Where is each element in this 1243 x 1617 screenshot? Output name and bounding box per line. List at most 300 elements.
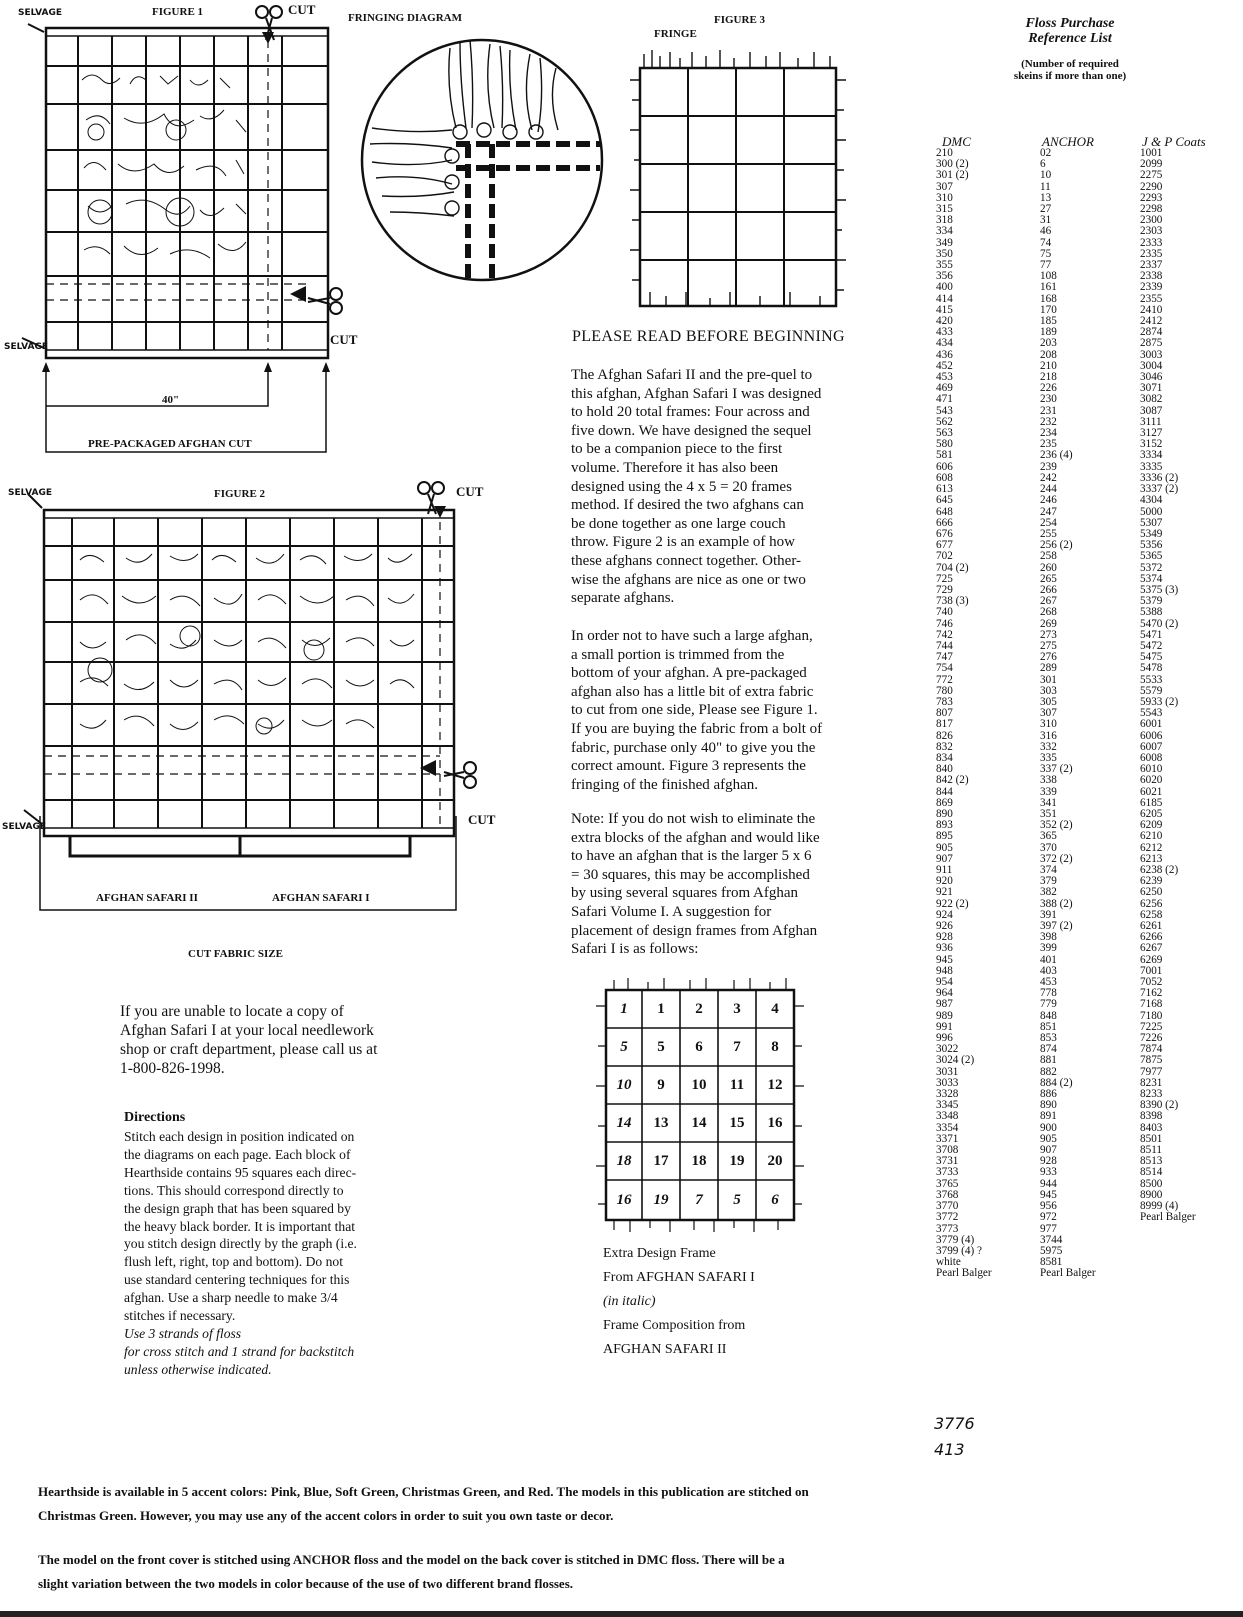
jp-coats-entry: 8403 [1140, 1121, 1163, 1134]
anchor-entry: Pearl Balger [1040, 1267, 1096, 1280]
figure-2-label-right: AFGHAN SAFARI I [272, 892, 370, 904]
jp-coats-entry: 6210 [1140, 830, 1163, 843]
floss-title-block [990, 16, 1150, 46]
jp-coats-entry: 3082 [1140, 393, 1163, 406]
frame-cell: 10 [616, 1076, 632, 1093]
dmc-entry: 3348 [936, 1110, 959, 1123]
jp-coats-entry: 6001 [1140, 718, 1163, 731]
dmc-entry: 666 [936, 516, 953, 529]
dmc-entry: 420 [936, 315, 953, 328]
jp-coats-entry: 2874 [1140, 326, 1163, 339]
note-line: extra blocks of the afghan and would like [571, 829, 820, 846]
jp-coats-entry: 8390 (2) [1140, 1099, 1179, 1112]
anchor-entry: 335 [1040, 751, 1057, 764]
jp-coats-entry: 6020 [1140, 774, 1163, 787]
anchor-entry: 27 [1040, 203, 1052, 216]
cover-floss-note-line-2: slight variation between the two models in color because of the use of two different brand flosses. [38, 1576, 574, 1591]
dmc-entry: 3328 [936, 1088, 959, 1101]
directions-heading: Directions [124, 1110, 186, 1125]
jp-coats-entry: 5000 [1140, 505, 1163, 518]
note-line: by using several squares from Afghan [571, 885, 799, 902]
dmc-entry: 307 [936, 180, 953, 193]
floss-subtitle [980, 58, 1160, 82]
anchor-entry: 235 [1040, 438, 1057, 451]
anchor-entry: 289 [1040, 662, 1057, 675]
dmc-entry: 3799 (4) ? [936, 1244, 982, 1257]
anchor-entry: 161 [1040, 281, 1057, 294]
dmc-entry: 414 [936, 292, 953, 305]
locate-lines [120, 1002, 420, 1078]
intro-line: The Afghan Safari II and the pre-quel to [571, 367, 813, 383]
dmc-entry: 318 [936, 214, 953, 227]
dmc-entry: 742 [936, 628, 953, 641]
intro-line: volume. Therefore it has also been [571, 459, 779, 476]
anchor-entry: 977 [1040, 1222, 1057, 1235]
jp-coats-entry: 5388 [1140, 606, 1163, 619]
jp-coats-entry: 8501 [1140, 1132, 1163, 1145]
dmc-entry: 842 (2) [936, 774, 969, 787]
anchor-entry: 403 [1040, 964, 1057, 977]
anchor-entry: 226 [1040, 382, 1057, 395]
dmc-entry: 350 [936, 247, 953, 260]
dmc-entry: 300 (2) [936, 158, 969, 171]
directions-line: the design graph that has been squared by [124, 1200, 351, 1216]
jp-coats-entry: 7977 [1140, 1065, 1163, 1078]
note-paragraph [571, 810, 867, 959]
frame-placement-diagram [594, 976, 814, 1236]
jp-coats-entry: 8511 [1140, 1144, 1162, 1157]
figure-2-caption: CUT FABRIC SIZE [188, 948, 283, 960]
directions-line: tions. This should correspond directly to [124, 1182, 344, 1198]
jp-coats-entry: 3046 [1140, 371, 1163, 384]
anchor-entry: 332 [1040, 740, 1057, 753]
jp-coats-entry: 5374 [1140, 572, 1163, 585]
jp-coats-entry: 2338 [1140, 270, 1163, 283]
figure-1-cut-side-label: CUT [330, 332, 358, 347]
dmc-entry: 920 [936, 875, 953, 888]
jp-coats-entry: 2412 [1140, 315, 1163, 328]
jp-coats-entry: 6269 [1140, 953, 1163, 966]
anchor-entry: 246 [1040, 494, 1057, 507]
dmc-entry: 3772 [936, 1211, 959, 1224]
jp-coats-entry: 3336 (2) [1140, 471, 1179, 484]
jp-coats-entry: 6008 [1140, 751, 1163, 764]
intro-line: wise the afghans are nice as one or two [571, 571, 806, 588]
dmc-entry: 747 [936, 651, 953, 664]
dmc-entry: 783 [936, 695, 953, 708]
anchor-entry: 900 [1040, 1121, 1057, 1134]
anchor-entry: 881 [1040, 1054, 1057, 1067]
anchor-entry: 247 [1040, 505, 1057, 518]
anchor-entry: 848 [1040, 1009, 1057, 1022]
anchor-entry: 239 [1040, 460, 1057, 473]
dmc-entry: 754 [936, 662, 953, 675]
bottom-notes [38, 1480, 1218, 1596]
dmc-entry: 996 [936, 1032, 953, 1045]
jp-coats-column [1140, 148, 1196, 1224]
floss-title-line-1: Floss Purchase [1025, 16, 1115, 31]
anchor-entry: 307 [1040, 707, 1057, 720]
intro-line: to hold 20 total frames: Four across and [571, 404, 810, 421]
anchor-entry: 933 [1040, 1166, 1057, 1179]
dmc-entry: Pearl Balger [936, 1267, 992, 1280]
anchor-entry: 10 [1040, 169, 1052, 182]
dmc-entry: 911 [936, 864, 953, 876]
dmc-entry: 210 [936, 147, 953, 159]
frame-cell: 19 [729, 1152, 745, 1169]
anchor-header: ANCHOR [1042, 134, 1094, 149]
anchor-entry: 75 [1040, 247, 1052, 260]
dmc-entry: 744 [936, 639, 953, 652]
anchor-entry: 391 [1040, 908, 1057, 921]
dmc-entry: 928 [936, 931, 953, 944]
dmc-entry: 729 [936, 583, 953, 596]
dmc-entry: 301 (2) [936, 169, 969, 182]
figure-1-dimension: 40" [162, 394, 180, 406]
note-line: Safari Volume I. A suggestion for [571, 903, 772, 920]
floss-title [990, 16, 1150, 46]
anchor-entry: 874 [1040, 1043, 1057, 1056]
jp-coats-entry: 6021 [1140, 785, 1163, 798]
jp-coats-entry: 7874 [1140, 1043, 1163, 1056]
dmc-entry: 895 [936, 830, 953, 843]
legend-line-3: (in italic) [603, 1294, 656, 1309]
dmc-entry: 433 [936, 326, 953, 339]
jp-coats-entry: 5471 [1140, 628, 1163, 641]
intro-line: be done together as one large couch [571, 515, 786, 532]
dmc-entry: 905 [936, 841, 953, 854]
jp-coats-entry: 8231 [1140, 1076, 1163, 1089]
anchor-entry: 255 [1040, 527, 1057, 540]
note-line: to have an afghan that is the larger 5 x 6 [571, 848, 812, 865]
note-line: = 30 squares, this may be accomplished [571, 866, 810, 883]
dmc-entry: 613 [936, 483, 953, 496]
figure-2-selvage-top: SELVAGE [8, 488, 52, 498]
dmc-entry: 400 [936, 281, 953, 294]
dmc-entry: 702 [936, 550, 953, 563]
anchor-entry: 301 [1040, 673, 1057, 686]
floss-subtitle-block [980, 58, 1160, 82]
note-lines [571, 810, 867, 959]
jp-coats-entry: 8513 [1140, 1155, 1163, 1168]
anchor-entry: 273 [1040, 628, 1057, 641]
jp-coats-entry: 5365 [1140, 550, 1163, 563]
frame-cell: 3 [733, 1000, 741, 1017]
anchor-entry: 170 [1040, 303, 1057, 316]
dmc-entry: 3765 [936, 1177, 959, 1190]
anchor-entry: 8581 [1040, 1256, 1063, 1269]
dmc-entry: 648 [936, 505, 953, 518]
frame-cell: 2 [695, 1000, 703, 1017]
jp-coats-entry: 6213 [1140, 852, 1163, 865]
floss-subtitle-line-1: (Number of required [1021, 58, 1119, 70]
dmc-entry: 334 [936, 225, 953, 238]
anchor-entry: 303 [1040, 684, 1057, 697]
jp-coats-entry: 2335 [1140, 247, 1163, 260]
dmc-entry: 964 [936, 987, 953, 1000]
frame-cell: 16 [767, 1114, 783, 1131]
intro-line: five down. We have designed the sequel [571, 422, 812, 439]
dmc-entry: 315 [936, 203, 953, 216]
intro-line: throw. Figure 2 is an example of how [571, 534, 795, 551]
jp-coats-entry: 2410 [1140, 303, 1163, 316]
jp-coats-entry: 5379 [1140, 595, 1163, 608]
figure-1-selvage-top: SELVAGE [18, 8, 62, 18]
frame-cell: 20 [767, 1152, 783, 1169]
directions-line: stitches if necessary. [124, 1308, 236, 1324]
dmc-entry: 832 [936, 740, 953, 753]
locate-paragraph [120, 1002, 420, 1078]
frame-cell: 1 [620, 1000, 628, 1017]
anchor-entry: 02 [1040, 147, 1052, 159]
dmc-entry: 606 [936, 460, 953, 473]
anchor-entry: 397 (2) [1040, 920, 1073, 933]
frame-cell: 18 [691, 1152, 707, 1169]
directions-lines [124, 1128, 420, 1379]
anchor-entry: 236 (4) [1040, 449, 1073, 462]
frame-cell: 8 [771, 1038, 779, 1055]
anchor-entry: 310 [1040, 718, 1057, 731]
jp-coats-entry: 3087 [1140, 404, 1163, 417]
anchor-entry: 265 [1040, 572, 1057, 585]
jp-coats-entry: 8999 (4) [1140, 1200, 1179, 1213]
trim-line: bottom of your afghan. A pre-packaged [571, 665, 807, 682]
dmc-entry: 890 [936, 807, 953, 820]
jp-coats-entry: 6256 [1140, 897, 1163, 910]
jp-coats-entry: 2355 [1140, 292, 1163, 305]
dmc-entry: 3779 (4) [936, 1233, 975, 1246]
anchor-entry: 189 [1040, 326, 1057, 339]
jp-coats-entry: 6185 [1140, 796, 1163, 809]
dmc-entry: 926 [936, 920, 953, 933]
jp-coats-entry: 6007 [1140, 740, 1163, 753]
frame-cell: 7 [733, 1038, 741, 1055]
trim-line: to cut from one side, Please see Figure 1. [571, 702, 818, 719]
dmc-entry: 677 [936, 539, 953, 552]
frame-cell: 5 [733, 1191, 741, 1208]
legend-line-1: Extra Design Frame [603, 1246, 716, 1261]
dmc-entry: 3031 [936, 1065, 959, 1078]
dmc-entry: 434 [936, 337, 953, 350]
jp-coats-entry: 2303 [1140, 225, 1163, 238]
anchor-entry: 266 [1040, 583, 1057, 596]
anchor-entry: 382 [1040, 886, 1057, 899]
anchor-entry: 370 [1040, 841, 1057, 854]
anchor-entry: 185 [1040, 315, 1057, 328]
dmc-entry: 780 [936, 684, 953, 697]
dmc-entry: 415 [936, 303, 953, 316]
dmc-entry: 580 [936, 438, 953, 451]
dmc-entry: 645 [936, 494, 953, 507]
anchor-entry: 46 [1040, 225, 1052, 238]
directions-line: the heavy black border. It is important that [124, 1218, 356, 1234]
fringing-circle [360, 28, 620, 298]
jp-coats-entry: 7162 [1140, 987, 1163, 1000]
anchor-entry: 231 [1040, 404, 1057, 417]
locate-line: Afghan Safari I at your local needlework [120, 1022, 374, 1039]
anchor-entry: 778 [1040, 987, 1057, 1000]
anchor-column [1040, 148, 1096, 1280]
dmc-entry: 954 [936, 976, 953, 989]
frame-cell: 18 [616, 1152, 632, 1169]
dmc-entry: 469 [936, 382, 953, 395]
trim-line: fringing of the finished afghan. [571, 776, 759, 793]
jp-coats-entry: 5372 [1140, 561, 1163, 574]
locate-line: If you are unable to locate a copy of [120, 1003, 344, 1020]
dmc-entry: 3354 [936, 1121, 959, 1134]
frame-cell: 14 [691, 1114, 707, 1131]
directions-italic-line: unless otherwise indicated. [124, 1361, 272, 1377]
intro-lines [571, 366, 867, 608]
anchor-entry: 351 [1040, 807, 1057, 820]
jp-coats-entry: 4304 [1140, 494, 1163, 507]
jp-coats-entry: 7168 [1140, 998, 1163, 1011]
dmc-entry: 3733 [936, 1166, 959, 1179]
anchor-entry: 882 [1040, 1065, 1057, 1078]
dmc-entry: 3768 [936, 1188, 959, 1201]
anchor-entry: 268 [1040, 606, 1057, 619]
jp-coats-entry: 5307 [1140, 516, 1163, 529]
directions-italic-line: for cross stitch and 1 strand for backstitch [124, 1343, 355, 1359]
anchor-entry: 269 [1040, 617, 1057, 630]
jp-coats-entry: 3335 [1140, 460, 1163, 473]
figure-3-grid [630, 40, 850, 320]
dmc-entry: 3708 [936, 1144, 959, 1157]
dmc-entry: 453 [936, 371, 953, 384]
anchor-entry: 108 [1040, 270, 1057, 283]
anchor-entry: 352 (2) [1040, 819, 1073, 832]
read-before-heading: PLEASE READ BEFORE BEGINNING [572, 328, 845, 345]
accent-colors-note-line-2: Christmas Green. However, you may use any of the accent colors in order to suit you own taste or decor. [38, 1508, 614, 1523]
intro-line: to be a companion piece to the first [571, 441, 783, 458]
dmc-entry: 355 [936, 259, 953, 272]
anchor-entry: 256 (2) [1040, 539, 1073, 552]
figure-1-title: FIGURE 1 [152, 6, 204, 18]
accent-colors-note-line-1: Hearthside is available in 5 accent colors: Pink, Blue, Soft Green, Christmas Green, and Red. The models in this publication are stitched on [38, 1484, 809, 1499]
dmc-entry: 746 [936, 617, 953, 630]
jp-coats-entry: 6267 [1140, 942, 1163, 955]
dmc-entry: 471 [936, 393, 953, 406]
jp-coats-entry: 8514 [1140, 1166, 1163, 1179]
jp-coats-entry: 5933 (2) [1140, 695, 1179, 708]
anchor-entry: 907 [1040, 1144, 1057, 1157]
dmc-entry: 826 [936, 729, 953, 742]
dmc-column [936, 148, 992, 1280]
jp-coats-entry: 5543 [1140, 707, 1163, 720]
intro-line: this afghan, Afghan Safari I was designed [571, 385, 822, 402]
dmc-entry: 936 [936, 942, 953, 955]
intro-line: method. If desired the two afghans can [571, 497, 804, 514]
jp-coats-entry: 8233 [1140, 1088, 1163, 1101]
dmc-entry: 807 [936, 707, 953, 720]
anchor-entry: 77 [1040, 259, 1052, 272]
jp-coats-entry: 6239 [1140, 875, 1163, 888]
frame-cell: 14 [616, 1114, 632, 1131]
dmc-entry: 3022 [936, 1043, 959, 1056]
dmc-entry: 740 [936, 606, 953, 619]
frame-cell: 10 [691, 1076, 707, 1093]
jp-coats-entry: 6209 [1140, 819, 1163, 832]
figure-2-title: FIGURE 2 [214, 488, 266, 500]
dmc-entry: 907 [936, 852, 953, 865]
dmc-entry: 608 [936, 471, 953, 484]
trim-line: If you are buying the fabric from a bolt of [571, 720, 823, 737]
anchor-entry: 244 [1040, 483, 1057, 496]
dmc-entry: 772 [936, 673, 953, 686]
anchor-entry: 905 [1040, 1132, 1057, 1145]
dmc-entry: 563 [936, 427, 953, 440]
dmc-entry: 3371 [936, 1132, 959, 1145]
jp-coats-entry: 6006 [1140, 729, 1163, 742]
frame-cell: 5 [620, 1038, 628, 1055]
anchor-entry: 972 [1040, 1211, 1057, 1224]
frame-cell: 9 [657, 1076, 665, 1093]
anchor-entry: 267 [1040, 595, 1057, 608]
anchor-entry: 234 [1040, 427, 1057, 440]
locate-line: shop or craft department, please call us at [120, 1041, 378, 1058]
dmc-entry: white [936, 1256, 961, 1269]
dmc-entry: 817 [936, 718, 953, 731]
anchor-entry: 254 [1040, 516, 1057, 529]
anchor-entry: 13 [1040, 191, 1052, 204]
jp-coats-entry: 6261 [1140, 920, 1163, 933]
anchor-entry: 891 [1040, 1110, 1057, 1123]
directions-line: afghan. Use a sharp needle to make 3/4 [124, 1290, 338, 1306]
dmc-entry: 349 [936, 236, 953, 249]
dmc-entry: 3033 [936, 1076, 959, 1089]
dmc-entry: 581 [936, 449, 953, 462]
anchor-entry: 258 [1040, 550, 1057, 563]
jp-coats-entry: 2333 [1140, 236, 1163, 249]
jp-coats-entry: 5579 [1140, 684, 1163, 697]
trim-line: a small portion is trimmed from the [571, 646, 785, 663]
anchor-entry: 379 [1040, 875, 1057, 888]
jp-coats-entry: 3152 [1140, 438, 1163, 451]
frame-cell: 16 [616, 1191, 632, 1208]
jp-coats-header: J & P Coats [1142, 134, 1206, 149]
dmc-header: DMC [942, 134, 971, 149]
anchor-entry: 218 [1040, 371, 1057, 384]
jp-coats-entry: 2298 [1140, 203, 1163, 216]
jp-coats-entry: 7225 [1140, 1020, 1163, 1033]
jp-coats-entry: 8500 [1140, 1177, 1163, 1190]
anchor-entry: 886 [1040, 1088, 1057, 1101]
anchor-entry: 339 [1040, 785, 1057, 798]
figure-2-label-left: AFGHAN SAFARI II [96, 892, 198, 904]
anchor-entry: 399 [1040, 942, 1057, 955]
jp-coats-entry: 2300 [1140, 214, 1163, 227]
figure-2-selvage-bottom: SELVAGE [2, 822, 46, 832]
anchor-entry: 884 (2) [1040, 1076, 1073, 1089]
dmc-entry: 3024 (2) [936, 1054, 975, 1067]
frame-cell: 6 [771, 1191, 779, 1208]
jp-coats-entry: 3127 [1140, 427, 1163, 440]
dmc-entry: 921 [936, 886, 953, 899]
note-line: Note: If you do not wish to eliminate the [571, 811, 816, 827]
jp-coats-entry: 2875 [1140, 337, 1163, 350]
anchor-entry: 276 [1040, 651, 1057, 664]
dmc-entry: 840 [936, 763, 953, 776]
jp-coats-entry: 2290 [1140, 180, 1163, 193]
legend-line-2: From AFGHAN SAFARI I [603, 1270, 755, 1285]
anchor-entry: 338 [1040, 774, 1057, 787]
anchor-entry: 388 (2) [1040, 897, 1073, 910]
jp-coats-entry: 3337 (2) [1140, 483, 1179, 496]
jp-coats-entry: 7001 [1140, 964, 1163, 977]
dmc-entry: 704 (2) [936, 561, 969, 574]
bottom-edge-bar [0, 1611, 1243, 1617]
dmc-entry: 436 [936, 348, 953, 361]
